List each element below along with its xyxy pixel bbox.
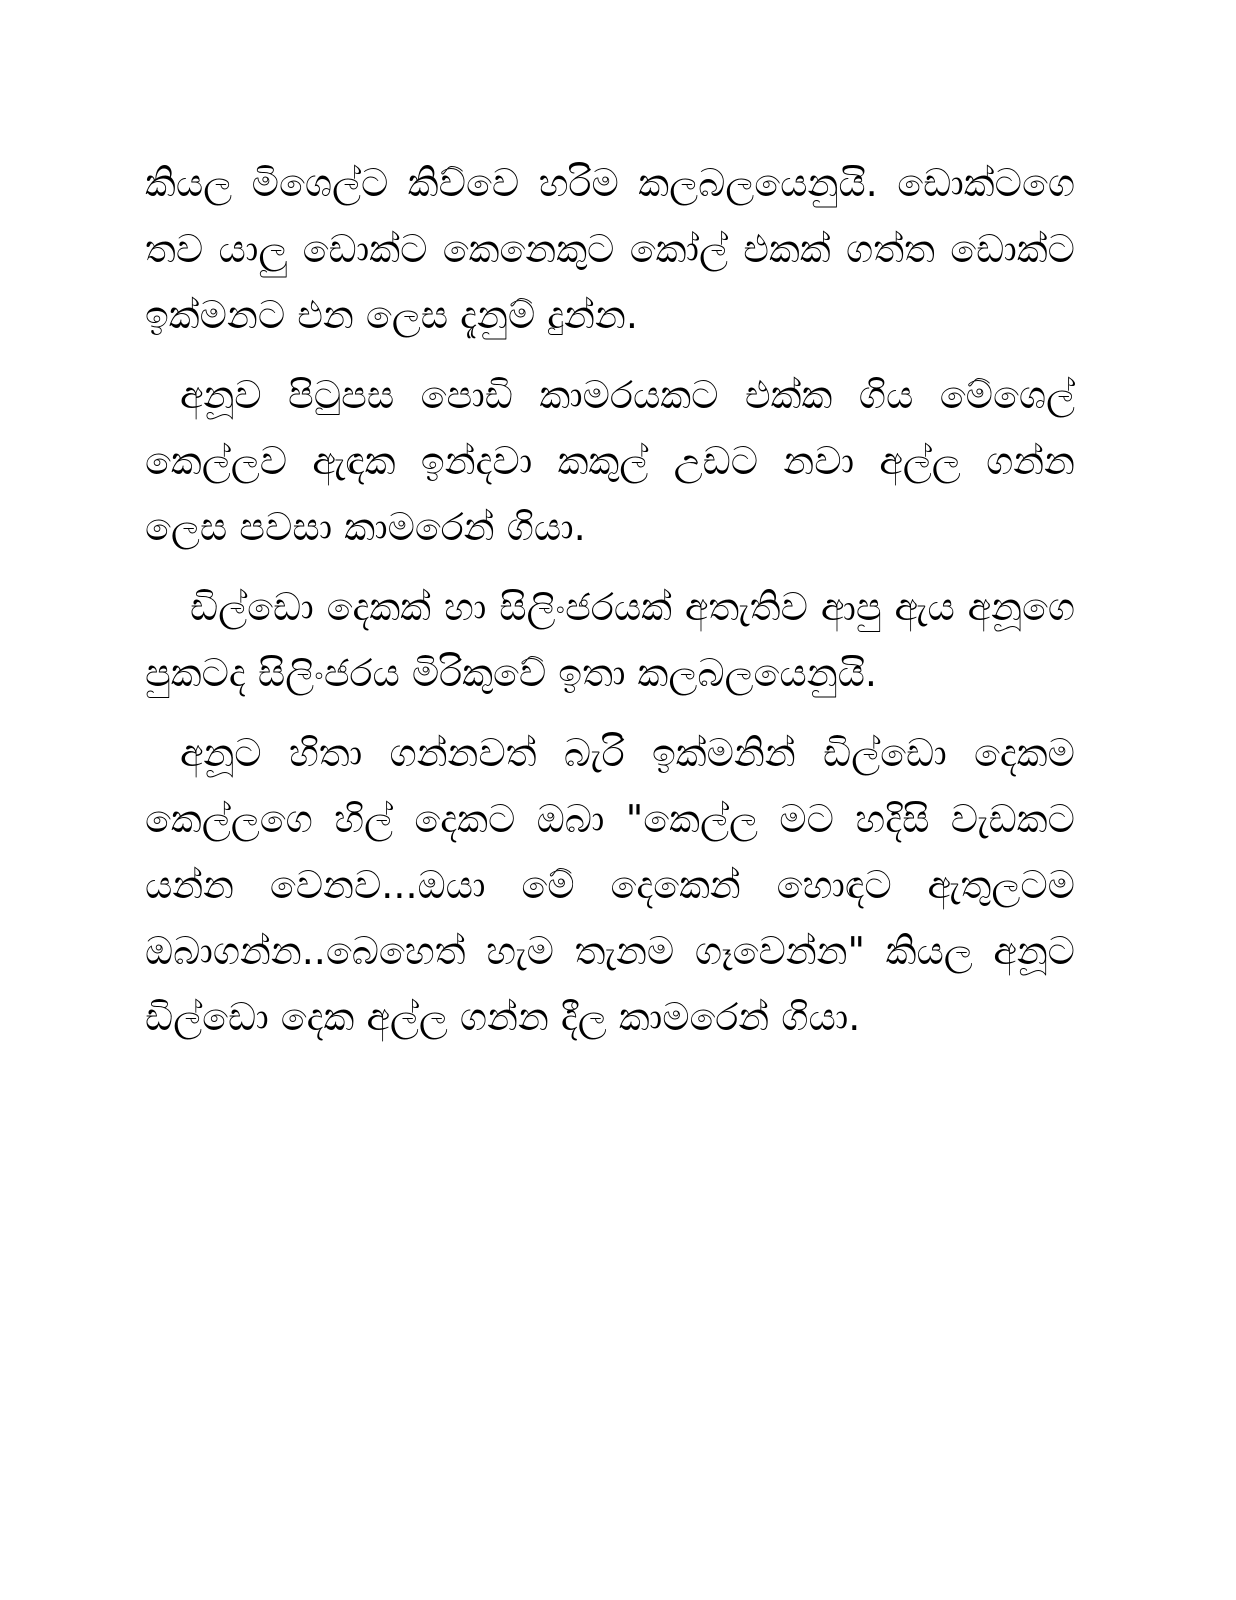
paragraph-1: කියල මිශෙල්ට කිව්වෙ හරිම කලබලයෙනුයි. ඩොක්ටගෙ තව යාලු ඩොක්ට කෙනෙකුට කෝල් එකක් ගත්ත ඩොක්ට ඉක්මනට එන ලෙස දැනුම් දුන්න.	[145, 161, 1075, 337]
paragraph-4: අනූට හිතා ගන්නවත් බැරි ඉක්මනින් ඩිල්ඩො දෙකම කෙල්ලගෙ හිල් දෙකට ඔබා "කෙල්ල මට හදිසි වැඩකට යන්න වෙනව...ඔයා මේ දෙකෙන් හොඳට ඇතුලටම ඔබාගන්න..බෙහෙත් හැම තැනම ගෑවෙන්න" කියල අනූට ඩිල්ඩො දෙක අල්ල ගන්න දීල කාමරෙන් ගියා.	[145, 731, 1075, 1039]
body-text	[145, 150, 1075, 1064]
paragraph-2: අනූව පිටුපස පොඩි කාමරයකට එක්ක ගිය මේශෙල් කෙල්ලව ඇඳක ඉන්දවා කකුල් උඩට නවා අල්ල ගන්න ලෙස පවසා කාමරෙන් ගියා.	[145, 373, 1075, 549]
paragraph-3: ඩිල්ඩො දෙකක් හා සිලිංජරයක් අතැතිව ආපු ඇය අනූගෙ පුකටද සිලිංජරය මිරිකුවේ ඉතා කලබලයෙනුයි.	[145, 585, 1075, 695]
